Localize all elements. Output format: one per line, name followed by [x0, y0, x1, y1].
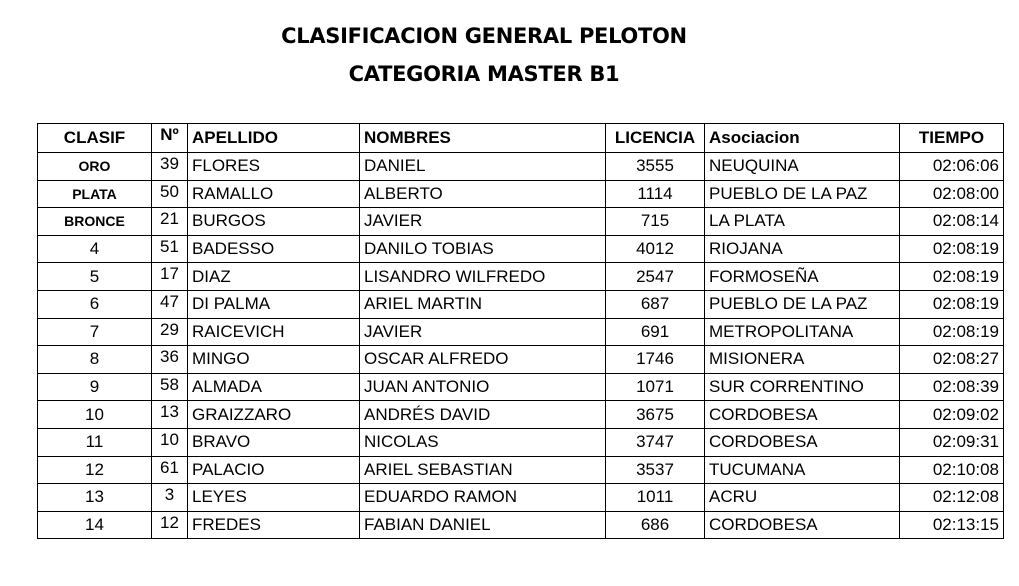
cell-licencia: 691: [606, 318, 705, 346]
table-row: [38, 401, 1004, 429]
table-header: [38, 124, 1004, 153]
cell-asociacion: NEUQUINA: [705, 153, 900, 181]
cell-nombres: DANIEL: [360, 153, 606, 181]
cell-num: 29: [152, 318, 188, 346]
table-row: [38, 235, 1004, 263]
cell-licencia: 1071: [606, 373, 705, 401]
results-table: [37, 123, 1004, 539]
cell-nombres: ARIEL SEBASTIAN: [360, 456, 606, 484]
cell-asociacion: CORDOBESA: [705, 401, 900, 429]
cell-clasif: 10: [38, 401, 152, 429]
cell-num: 61: [152, 456, 188, 484]
cell-clasif: 7: [38, 318, 152, 346]
cell-nombres: NICOLAS: [360, 428, 606, 456]
cell-tiempo: 02:12:08: [900, 484, 1004, 512]
table-row: [38, 208, 1004, 236]
cell-clasif: 11: [38, 428, 152, 456]
cell-num: 10: [152, 428, 188, 456]
cell-licencia: 3675: [606, 401, 705, 429]
cell-asociacion: CORDOBESA: [705, 511, 900, 539]
cell-num: 36: [152, 346, 188, 374]
cell-licencia: 1011: [606, 484, 705, 512]
cell-licencia: 4012: [606, 235, 705, 263]
header-tiempo: TIEMPO: [900, 124, 1004, 153]
header-clasif: CLASIF: [38, 124, 152, 153]
table-row: [38, 263, 1004, 291]
cell-clasif: ORO: [38, 153, 152, 181]
cell-tiempo: 02:08:14: [900, 208, 1004, 236]
table-row: [38, 290, 1004, 318]
cell-clasif: 12: [38, 456, 152, 484]
cell-asociacion: ACRU: [705, 484, 900, 512]
cell-asociacion: RIOJANA: [705, 235, 900, 263]
cell-licencia: 1746: [606, 346, 705, 374]
cell-nombres: JAVIER: [360, 318, 606, 346]
table-row: [38, 511, 1004, 539]
cell-asociacion: PUEBLO DE LA PAZ: [705, 290, 900, 318]
cell-tiempo: 02:08:19: [900, 318, 1004, 346]
cell-nombres: JAVIER: [360, 208, 606, 236]
cell-tiempo: 02:08:19: [900, 290, 1004, 318]
cell-apellido: DI PALMA: [188, 290, 360, 318]
header-nombres: NOMBRES: [360, 124, 606, 153]
cell-apellido: LEYES: [188, 484, 360, 512]
header-apellido: APELLIDO: [188, 124, 360, 153]
cell-tiempo: 02:08:19: [900, 235, 1004, 263]
cell-tiempo: 02:08:19: [900, 263, 1004, 291]
header-row: [38, 124, 1004, 153]
cell-apellido: BADESSO: [188, 235, 360, 263]
cell-apellido: RAICEVICH: [188, 318, 360, 346]
cell-licencia: 686: [606, 511, 705, 539]
cell-licencia: 687: [606, 290, 705, 318]
cell-tiempo: 02:09:31: [900, 428, 1004, 456]
cell-clasif: BRONCE: [38, 208, 152, 236]
cell-asociacion: FORMOSEÑA: [705, 263, 900, 291]
cell-clasif: 9: [38, 373, 152, 401]
cell-clasif: 8: [38, 346, 152, 374]
cell-num: 17: [152, 263, 188, 291]
cell-nombres: ALBERTO: [360, 180, 606, 208]
table-row: [38, 484, 1004, 512]
cell-apellido: GRAIZZARO: [188, 401, 360, 429]
cell-clasif: 14: [38, 511, 152, 539]
cell-num: 39: [152, 153, 188, 181]
cell-apellido: ALMADA: [188, 373, 360, 401]
cell-licencia: 1114: [606, 180, 705, 208]
cell-licencia: 3555: [606, 153, 705, 181]
cell-apellido: MINGO: [188, 346, 360, 374]
cell-licencia: 3747: [606, 428, 705, 456]
cell-licencia: 3537: [606, 456, 705, 484]
cell-tiempo: 02:13:15: [900, 511, 1004, 539]
header-licencia: LICENCIA: [606, 124, 705, 153]
table-row: [38, 346, 1004, 374]
cell-nombres: ARIEL MARTIN: [360, 290, 606, 318]
cell-nombres: EDUARDO RAMON: [360, 484, 606, 512]
cell-asociacion: SUR CORRENTINO: [705, 373, 900, 401]
cell-clasif: 5: [38, 263, 152, 291]
cell-tiempo: 02:08:39: [900, 373, 1004, 401]
cell-asociacion: PUEBLO DE LA PAZ: [705, 180, 900, 208]
cell-nombres: OSCAR ALFREDO: [360, 346, 606, 374]
cell-asociacion: LA PLATA: [705, 208, 900, 236]
cell-clasif: 4: [38, 235, 152, 263]
cell-tiempo: 02:08:00: [900, 180, 1004, 208]
cell-clasif: PLATA: [38, 180, 152, 208]
cell-clasif: 6: [38, 290, 152, 318]
cell-apellido: BRAVO: [188, 428, 360, 456]
cell-licencia: 715: [606, 208, 705, 236]
cell-tiempo: 02:08:27: [900, 346, 1004, 374]
cell-nombres: LISANDRO WILFREDO: [360, 263, 606, 291]
cell-num: 12: [152, 511, 188, 539]
table-body: [38, 153, 1004, 539]
header-asociacion: Asociacion: [705, 124, 900, 153]
cell-asociacion: TUCUMANA: [705, 456, 900, 484]
cell-nombres: FABIAN DANIEL: [360, 511, 606, 539]
cell-num: 58: [152, 373, 188, 401]
cell-apellido: DIAZ: [188, 263, 360, 291]
cell-nombres: ANDRÉS DAVID: [360, 401, 606, 429]
cell-apellido: BURGOS: [188, 208, 360, 236]
cell-tiempo: 02:09:02: [900, 401, 1004, 429]
page-title: CLASIFICACION GENERAL PELOTON: [281, 24, 687, 48]
header-num: Nº: [152, 124, 188, 153]
cell-nombres: JUAN ANTONIO: [360, 373, 606, 401]
cell-licencia: 2547: [606, 263, 705, 291]
table-row: [38, 428, 1004, 456]
cell-tiempo: 02:10:08: [900, 456, 1004, 484]
cell-asociacion: CORDOBESA: [705, 428, 900, 456]
cell-num: 21: [152, 208, 188, 236]
cell-nombres: DANILO TOBIAS: [360, 235, 606, 263]
cell-tiempo: 02:06:06: [900, 153, 1004, 181]
page-subtitle: CATEGORIA MASTER B1: [348, 62, 620, 86]
table-row: [38, 180, 1004, 208]
cell-num: 47: [152, 290, 188, 318]
cell-apellido: FREDES: [188, 511, 360, 539]
cell-num: 13: [152, 401, 188, 429]
table-row: [38, 373, 1004, 401]
cell-num: 51: [152, 235, 188, 263]
cell-apellido: PALACIO: [188, 456, 360, 484]
cell-num: 3: [152, 484, 188, 512]
cell-apellido: FLORES: [188, 153, 360, 181]
cell-num: 50: [152, 180, 188, 208]
table-row: [38, 456, 1004, 484]
cell-asociacion: METROPOLITANA: [705, 318, 900, 346]
cell-asociacion: MISIONERA: [705, 346, 900, 374]
table-row: [38, 153, 1004, 181]
cell-clasif: 13: [38, 484, 152, 512]
cell-apellido: RAMALLO: [188, 180, 360, 208]
table-row: [38, 318, 1004, 346]
